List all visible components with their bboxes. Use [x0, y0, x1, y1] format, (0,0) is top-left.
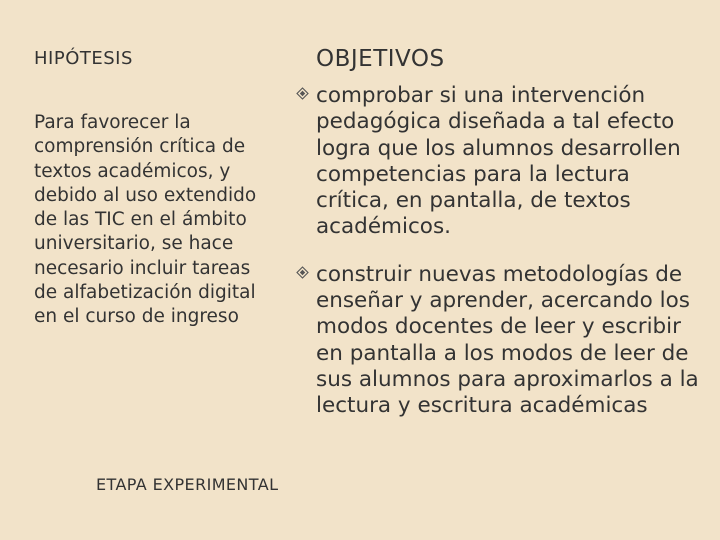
hypothesis-heading: HIPÓTESIS [34, 48, 133, 69]
objective-text: construir nuevas metodologías de enseñar y aprender, acercando los modos docentes de leer y escribir en pantalla a los modos de leer de sus alumnos para aproximarlos a la lectura y escritura académicas [316, 261, 699, 419]
diamond-bullet-icon [296, 87, 309, 100]
hypothesis-text: Para favorecer la comprensión crítica de textos académicos, y debido al uso extendido de las TIC en el ámbito universitario, se hace necesario incluir tareas de alfabetización digital en el curso de ingreso [34, 112, 257, 328]
objective-text: comprobar si una intervención pedagógica diseñada a tal efecto logra que los alumnos desarrollen competencias para la lectura crítica, en pantalla, de textos académicos. [316, 83, 681, 240]
objectives-list [296, 83, 706, 420]
objectives-heading: OBJETIVOS [316, 46, 445, 72]
objective-item [296, 83, 706, 241]
objective-item [296, 262, 706, 420]
stage-label: ETAPA EXPERIMENTAL [96, 475, 279, 494]
diamond-bullet-icon [296, 266, 309, 279]
